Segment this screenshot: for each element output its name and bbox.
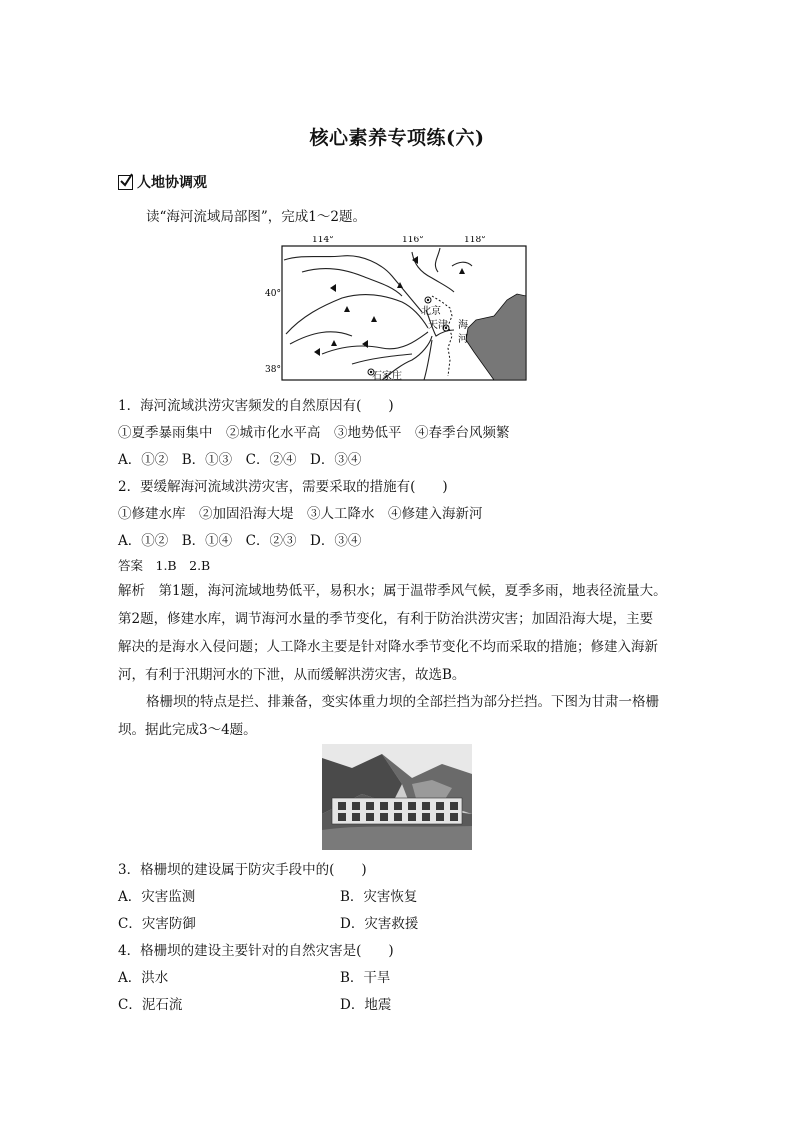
lon-label-114: 114° — [312, 236, 334, 245]
section-heading — [118, 172, 207, 192]
question-4-option-a: A．洪水 — [118, 970, 169, 986]
question-3-stem: 3．格栅坝的建设属于防灾手段中的( ) — [118, 862, 367, 878]
question-3-option-c: C．灾害防御 — [118, 916, 196, 932]
haihe-basin-map — [262, 236, 528, 382]
lat-label-40: 40° — [265, 289, 281, 299]
question-2-options: A．①② B．①④ C．②③ D．③④ — [118, 533, 362, 549]
intro-text: 读“海河流域局部图”，完成1～2题。 — [146, 209, 366, 225]
answer: 答案 1.B 2.B — [118, 558, 211, 573]
lat-label-38: 38° — [265, 365, 281, 375]
grid-dam-photo — [322, 744, 472, 850]
question-3-option-d: D．灾害救援 — [340, 916, 419, 932]
question-1-items: ①夏季暴雨集中 ②城市化水平高 ③地势低平 ④春季台风频繁 — [118, 425, 510, 441]
question-4-option-c: C．泥石流 — [118, 997, 183, 1013]
checkbox-icon — [118, 175, 133, 190]
analysis-line: 解决的是海水入侵问题；人工降水主要是针对降水季节变化不均而采取的措施；修建入海新 — [118, 639, 658, 655]
question-1-options: A．①② B．①③ C．②④ D．③④ — [118, 452, 362, 468]
beijing-label: 北京 — [421, 306, 441, 317]
haihe-label-2: 河 — [458, 334, 468, 345]
intro2-block — [118, 688, 678, 744]
question-1-stem: 1．海河流域洪涝灾害频发的自然原因有( ) — [118, 398, 394, 414]
analysis-line: 河，有利于汛期河水的下泄，从而缓解洪涝灾害，故选B。 — [118, 667, 466, 683]
section-label: 人地协调观 — [137, 175, 207, 191]
question-3-option-b: B．灾害恢复 — [340, 889, 418, 905]
question-4-stem: 4．格栅坝的建设主要针对的自然灾害是( ) — [118, 943, 394, 959]
question-2-stem: 2．要缓解海河流域洪涝灾害，需要采取的措施有( ) — [118, 479, 448, 495]
analysis-line: 解析 第1题，海河流域地势低平，易积水；属于温带季风气候，夏季多雨，地表径流量大。 — [118, 583, 667, 599]
analysis-block — [118, 577, 678, 689]
haihe-label-1: 海 — [458, 320, 468, 331]
tianjin-label: 天津 — [428, 320, 448, 331]
lon-label-118: 118° — [464, 236, 486, 245]
question-3-option-a: A．灾害监测 — [118, 889, 196, 905]
question-2-items: ①修建水库 ②加固沿海大堤 ③人工降水 ④修建入海新河 — [118, 506, 483, 522]
analysis-line: 第2题，修建水库，调节海河水量的季节变化，有利于防治洪涝灾害；加固沿海大堤，主要 — [118, 611, 654, 627]
intro2-line: 格栅坝的特点是拦、排兼备，变实体重力坝的全部拦挡为部分拦挡。下图为甘肃一格栅 — [146, 694, 659, 710]
lon-label-116: 116° — [402, 236, 424, 245]
bohai-sea — [466, 294, 526, 380]
shijiazhuang-label: 石家庄 — [372, 371, 402, 382]
question-4-option-b: B．干旱 — [340, 970, 391, 986]
intro2-line: 坝。据此完成3～4题。 — [118, 722, 257, 738]
page-title: 核心素养专项练(六) — [309, 127, 485, 149]
question-4-option-d: D．地震 — [340, 997, 392, 1013]
